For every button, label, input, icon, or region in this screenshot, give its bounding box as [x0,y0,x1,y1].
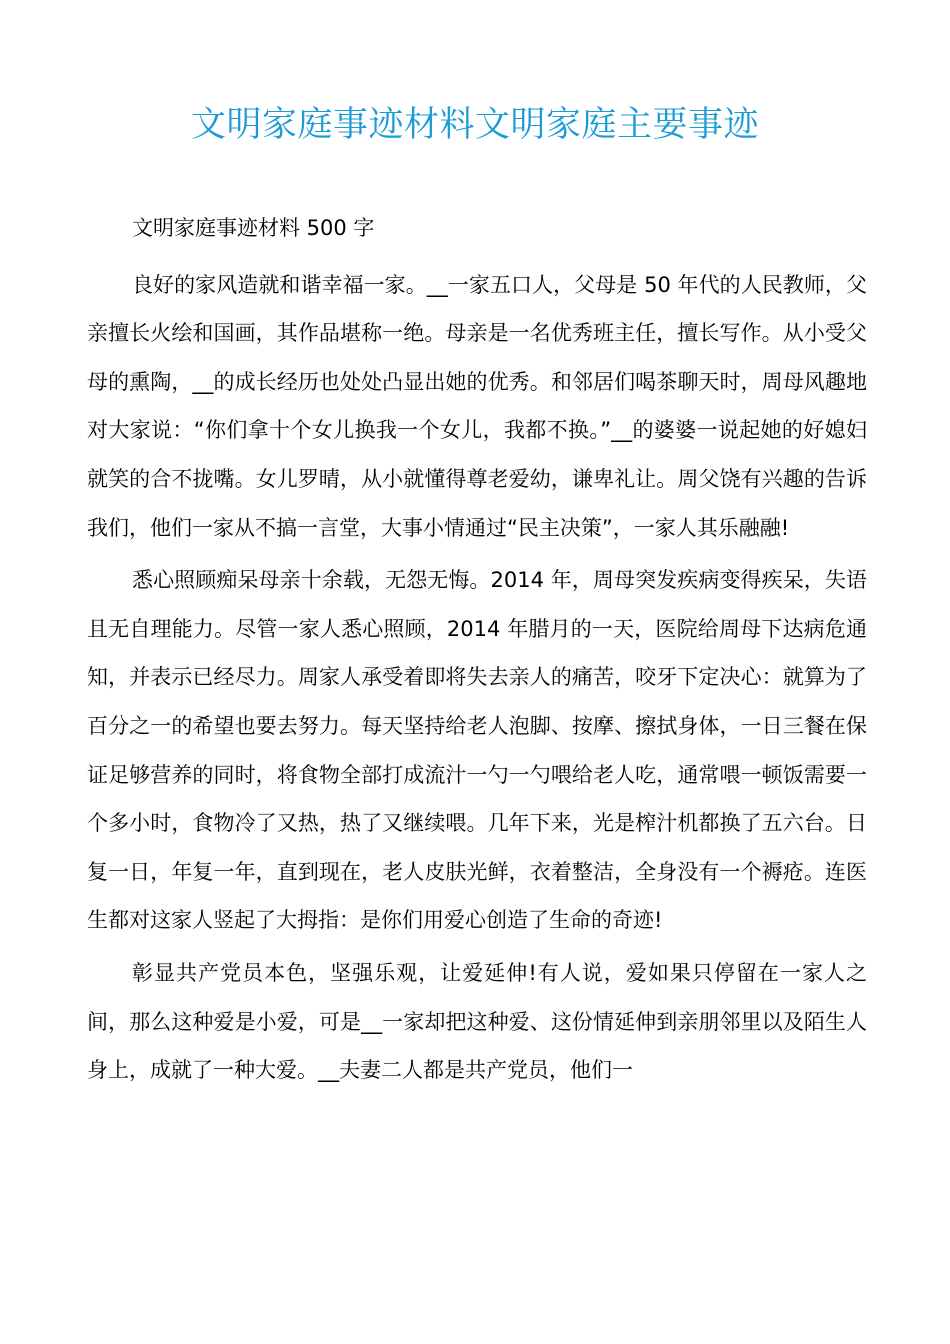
paragraph-family-culture: 良好的家风造就和谐幸福一家。__一家五口人，父母是 50 年代的人民教师，父亲擅长火绘和国画，其作品堪称一绝。母亲是一名优秀班主任，擅长写作。从小受父母的熏陶，__的成长经历也处处凸显出她的优秀。和邻居们喝茶聊天时，周母风趣地对大家说：“你们拿十个女儿换我一个女儿，我都不换。”__的婆婆一说起她的好媳妇就笑的合不拢嘴。女儿罗晴，从小就懂得尊老爱幼，谦卑礼让。周父饶有兴趣的告诉我们，他们一家从不搞一言堂，大事小情通过“民主决策”，一家人其乐融融! [87,272,867,540]
paragraph-party-member: 彰显共产党员本色，坚强乐观，让爱延伸!有人说，爱如果只停留在一家人之间，那么这种爱是小爱，可是__一家却把这种爱、这份情延伸到亲朋邻里以及陌生人身上，成就了一种大爱。__夫妻二人都是共产党员，他们一 [87,960,867,1083]
document-body [87,204,867,1095]
page-title: 文明家庭事迹材料文明家庭主要事迹 [190,105,759,145]
document-subtitle: 文明家庭事迹材料 500 字 [132,216,375,240]
paragraph-caring-mother: 悉心照顾痴呆母亲十余载，无怨无悔。2014 年，周母突发疾病变得疾呆，失语且无自理能力。尽管一家人悉心照顾，2014 年腊月的一天，医院给周母下达病危通知，并表示已经尽力。周家人承受着即将失去亲人的痛苦，咬牙下定决心：就算为了百分之一的希望也要去努力。每天坚持给老人泡脚、按摩、擦拭身体，一日三餐在保证足够营养的同时，将食物全部打成流汁一勺一勺喂给老人吃，通常喂一顿饭需要一个多小时，食物冷了又热，热了又继续喂。几年下来，光是榨汁机都换了五六台。日复一日，年复一年，直到现在，老人皮肤光鲜，衣着整洁，全身没有一个褥疮。连医生都对这家人竖起了大拇指：是你们用爱心创造了生命的奇迹! [87,568,867,933]
